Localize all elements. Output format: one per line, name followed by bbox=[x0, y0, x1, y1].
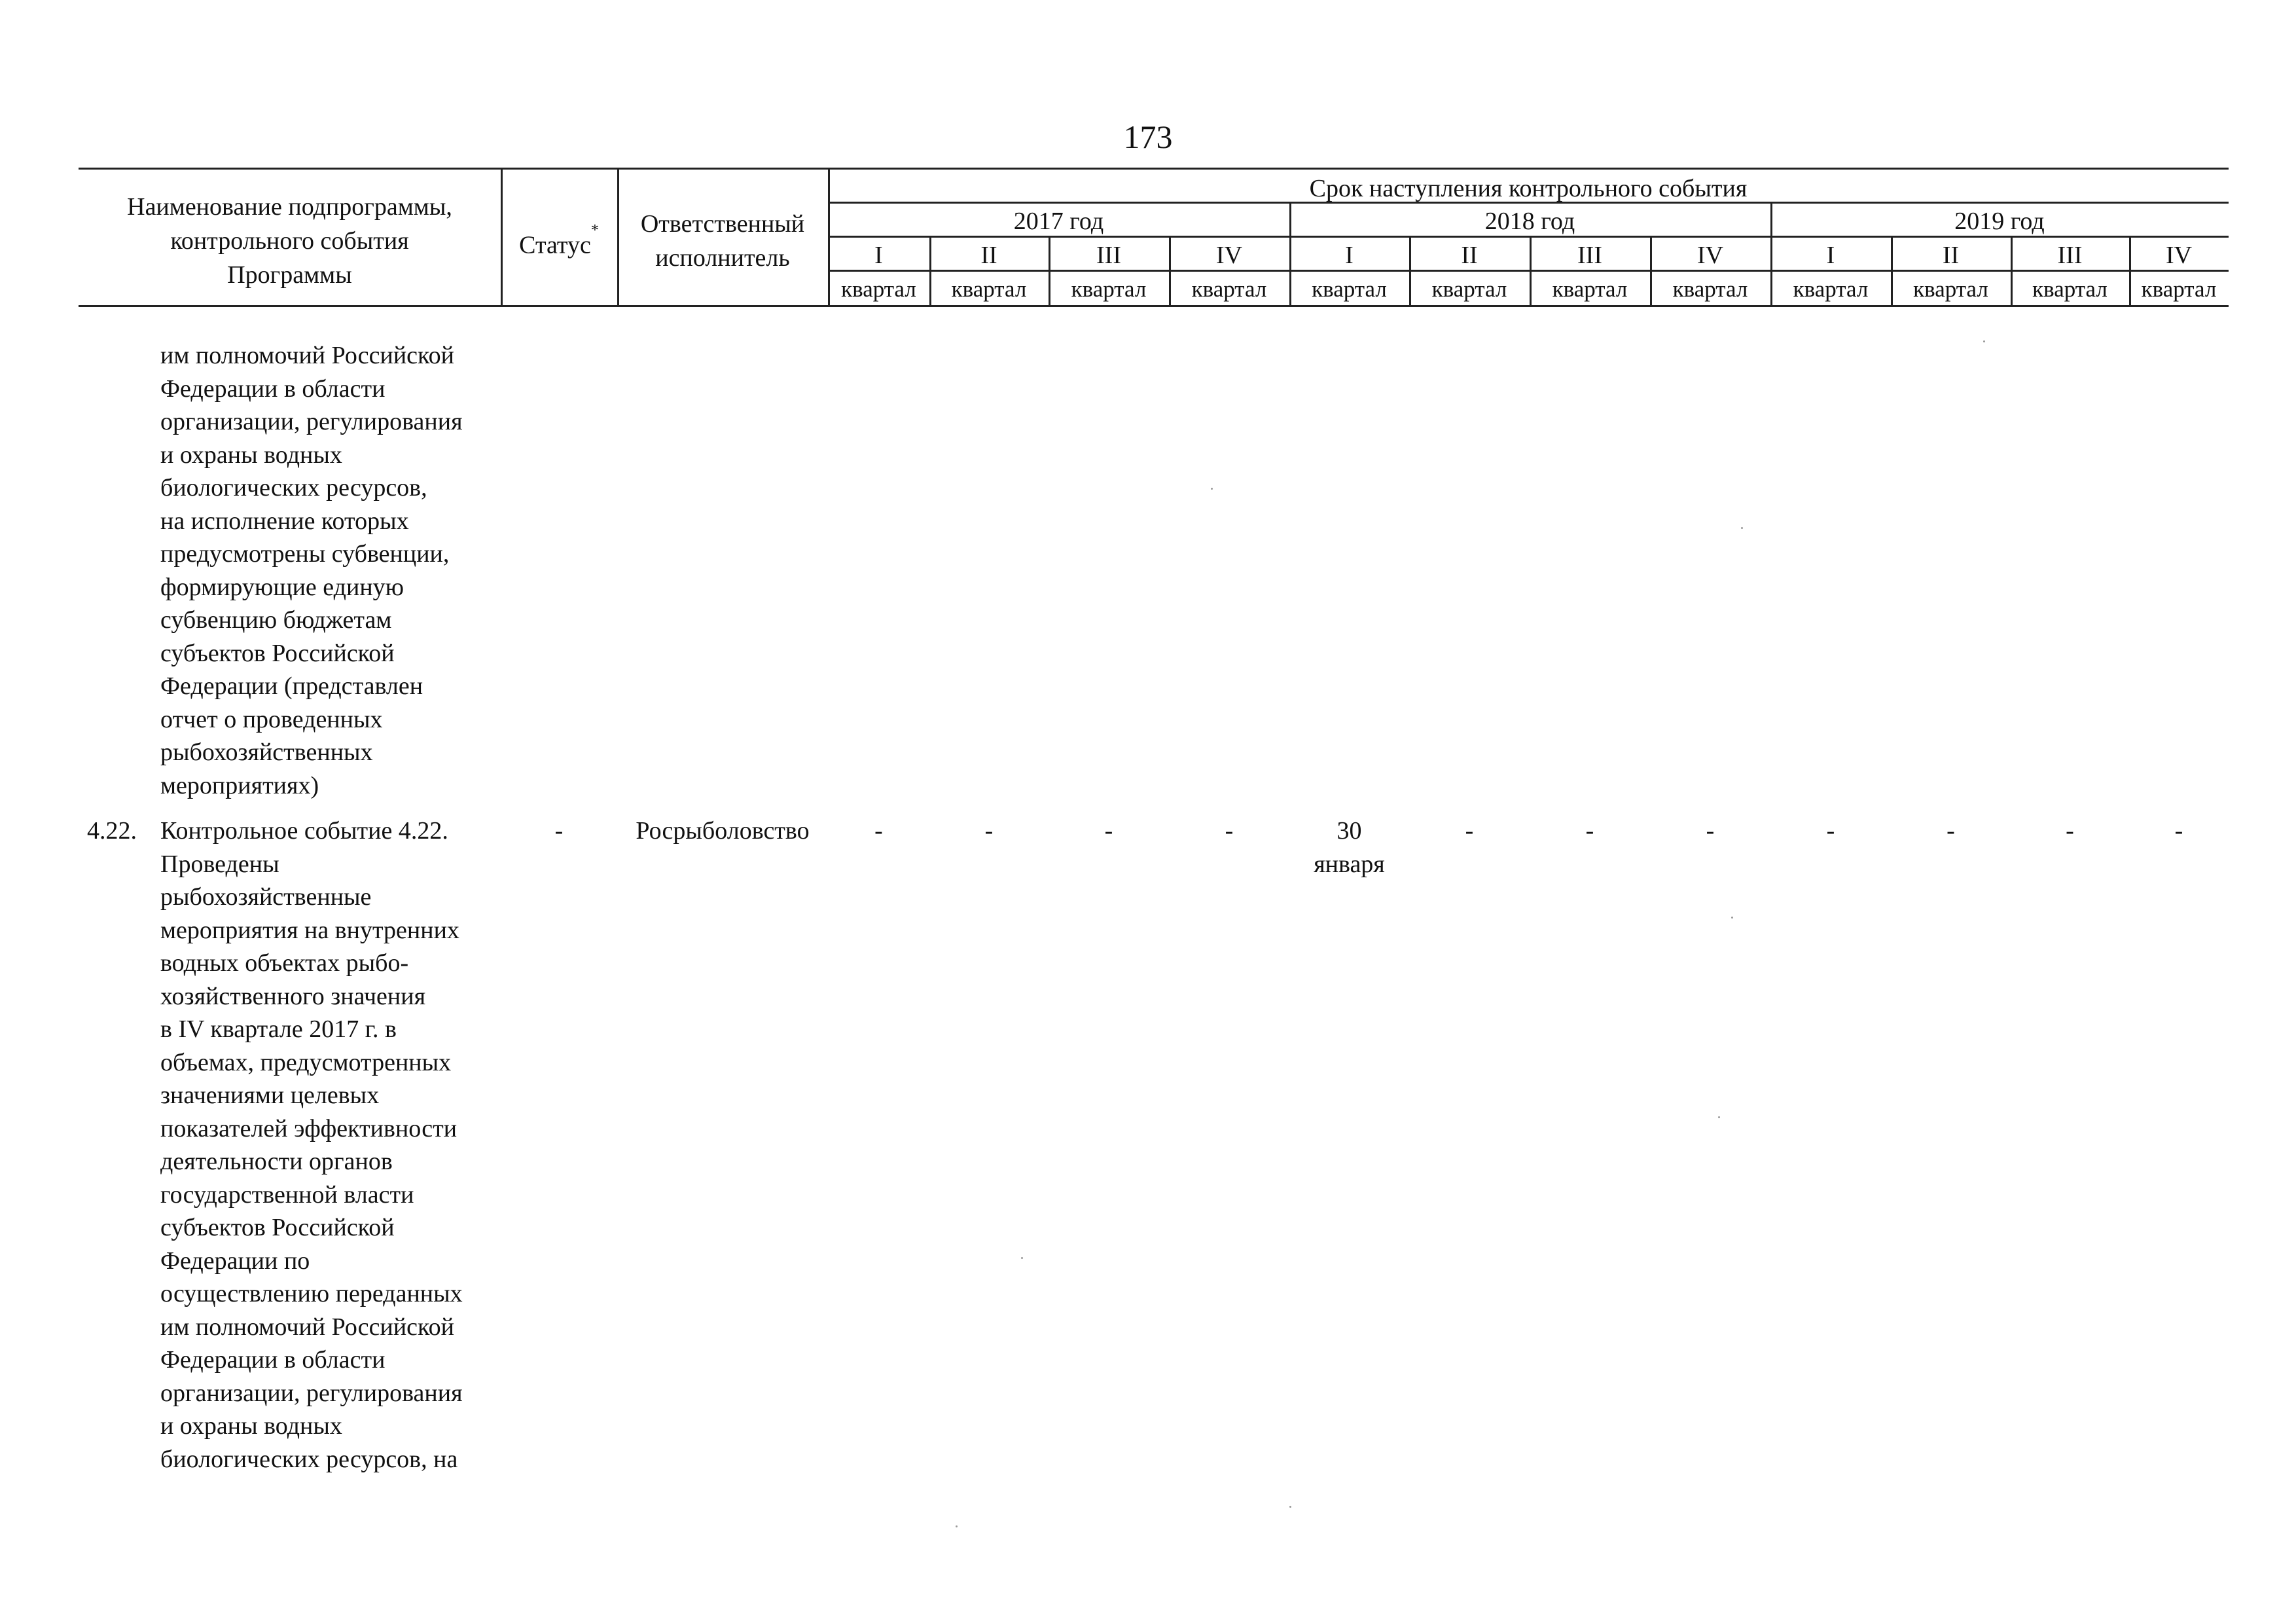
year-header: 2018 год bbox=[1484, 208, 1575, 235]
quarter-label: квартал bbox=[1552, 276, 1628, 302]
scan-speck bbox=[1983, 340, 1985, 342]
quarter-value: 30 января bbox=[1314, 817, 1385, 878]
quarter-label: квартал bbox=[2032, 276, 2108, 302]
quarter-number: II bbox=[980, 242, 997, 269]
quarter-value: - bbox=[2174, 817, 2183, 845]
scan-speck bbox=[956, 1525, 958, 1527]
quarter-label: квартал bbox=[1793, 276, 1869, 302]
quarter-number: I bbox=[1826, 242, 1835, 269]
quarter-label: квартал bbox=[1071, 276, 1147, 302]
row-responsible: Росрыболовство bbox=[636, 817, 810, 845]
quarter-number: IV bbox=[1696, 242, 1724, 269]
quarter-label: квартал bbox=[1191, 276, 1267, 302]
quarter-label: квартал bbox=[951, 276, 1027, 302]
scan-speck bbox=[1731, 917, 1733, 919]
quarter-value: - bbox=[874, 817, 883, 845]
column-header-deadline: Срок наступления контрольного события bbox=[1309, 175, 1748, 202]
scan-speck bbox=[1289, 1506, 1291, 1508]
row-status: - bbox=[554, 817, 564, 845]
quarter-label: квартал bbox=[841, 276, 916, 302]
year-header: 2017 год bbox=[1013, 208, 1104, 235]
quarter-number: I bbox=[874, 242, 883, 269]
column-header-name: Наименование подпрограммы, контрольного события Программы bbox=[127, 193, 452, 289]
status-footnote-mark: * bbox=[590, 222, 599, 239]
quarter-label: квартал bbox=[1913, 276, 1988, 302]
column-header-status: Статус* bbox=[519, 222, 599, 259]
row-number: 4.22. bbox=[87, 817, 137, 845]
header-top-rule bbox=[79, 168, 2229, 170]
column-header-responsible: Ответственный исполнитель bbox=[640, 210, 805, 272]
quarter-value: - bbox=[1225, 817, 1234, 845]
quarter-value: - bbox=[2066, 817, 2074, 845]
quarter-number: III bbox=[2057, 242, 2083, 269]
quarter-number: IV bbox=[2165, 242, 2193, 269]
quarter-value: - bbox=[984, 817, 994, 845]
scan-speck bbox=[1741, 527, 1743, 529]
year-header: 2019 год bbox=[1954, 208, 2045, 235]
quarter-number: II bbox=[1942, 242, 1960, 269]
quarter-label: квартал bbox=[2141, 276, 2217, 302]
quarter-number: III bbox=[1096, 242, 1121, 269]
quarter-value: - bbox=[1706, 817, 1715, 845]
quarter-number: I bbox=[1345, 242, 1354, 269]
quarter-number: IV bbox=[1215, 242, 1243, 269]
continued-row-text: им полномочий Российской Федерации в области организации, регулирования и охраны водных биологических ресурсов, на исполнение которых предусмотрены субвенции, формирующие единую субвенцию бюджетам субъектов Российской Федерации (представлен отчет о проведенных рыбохозяйственных мероприятиях) bbox=[160, 342, 463, 799]
quarter-value: - bbox=[1826, 817, 1835, 845]
page-number: 173 bbox=[1123, 119, 1173, 155]
quarter-value: - bbox=[1946, 817, 1955, 845]
quarter-value: - bbox=[1585, 817, 1594, 845]
scan-speck bbox=[1718, 1116, 1720, 1118]
quarter-value: - bbox=[1465, 817, 1474, 845]
scan-speck bbox=[1211, 488, 1213, 490]
row-description: Контрольное событие 4.22. Проведены рыбохозяйственные мероприятия на внутренних водных объектах рыбо- хозяйственного значения в IV квартале 2017 г. в объемах, предусмотренных значениями целевых показателей эффективности деятельности органов государственной власти субъектов Российской Федерации по осуществлению переданных им полномочий Российской Федерации в области организации, регулирования и охраны водных биологических ресурсов, на bbox=[160, 817, 463, 1473]
quarter-number: II bbox=[1461, 242, 1478, 269]
quarter-label: квартал bbox=[1312, 276, 1387, 302]
quarter-value: - bbox=[1104, 817, 1113, 845]
quarter-label: квартал bbox=[1431, 276, 1507, 302]
quarter-label: квартал bbox=[1672, 276, 1748, 302]
quarter-number: III bbox=[1577, 242, 1602, 269]
scan-speck bbox=[1021, 1257, 1023, 1259]
